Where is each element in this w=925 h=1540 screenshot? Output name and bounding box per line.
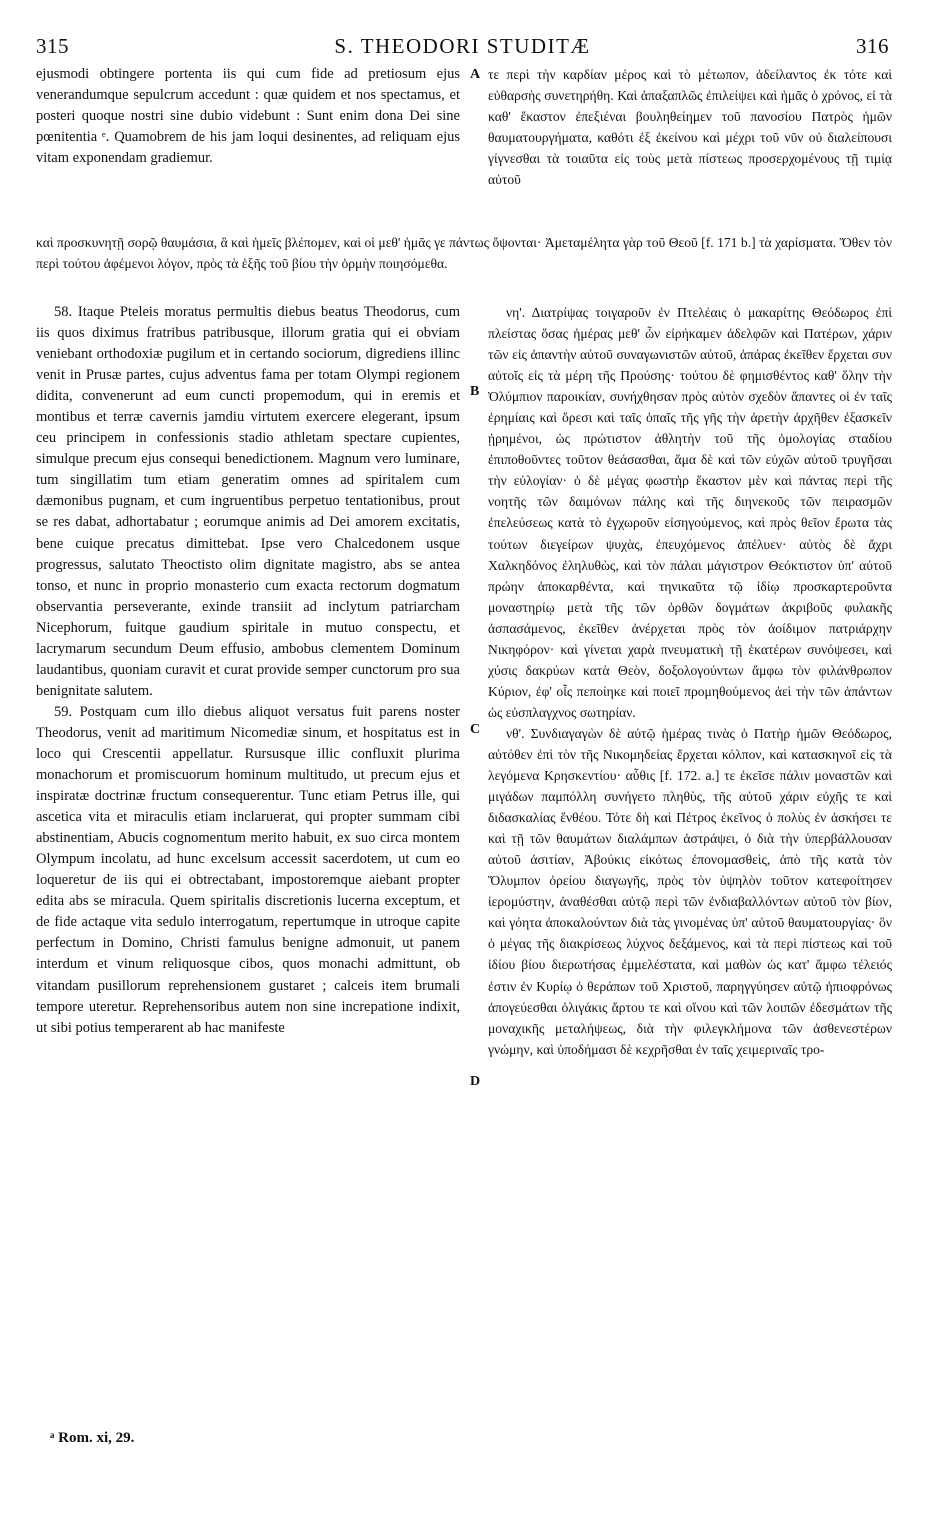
top-latin-text: ejusmodi obtingere portenta iis qui cum fide ad pretiosum ejus venerandumque sepulcrum accedunt : quæ quidem et nos spectamus, et posteri quoque nostri sine dubio videbunt : Sunt enim dona Dei sine pœnitentia ᵉ. Quamobrem de his jam loqui desinentes, ad reliquam ejus vitam exponendam gradiemur. bbox=[36, 66, 460, 167]
full-width-greek-text: καὶ προσκυνητῇ σορῷ θαυμάσια, ἃ καὶ ἡμεῖς βλέπομεν, καὶ οἱ μεθ' ἡμᾶς γε πάντως ὄψονται· Ἀμεταμέλητα γὰρ τοῦ Θεοῦ [f. 171 b.] τὰ χαρίσματα. Ὅθεν τὸν περὶ τούτου ἀφέμενοι λόγον, πρὸς τὰ ἑξῆς τοῦ βίου τὴν ὁρμὴν ποιησόμεθα. bbox=[36, 235, 892, 272]
footnote: ᵃ Rom. xi, 29. bbox=[50, 1430, 135, 1446]
greek-paragraph-58: νη'. Διατρίψας τοιγαροῦν ἐν Πτελέαις ὁ μακαρίτης Θεόδωρος ἐπὶ πλείστας ὅσας ἡμέρας μεθ' ὧν εἰρήκαμεν ἀδελφῶν καὶ Πατέρων, χάριν τῶν εἰς ἀπαντὴν αὐτοῦ συναγωνιστῶν αὐτοῦ, ἀπάρας ἐκεῖθεν ἔρχεται συν αὐτοῖς εἰς τὰ μέρη τῆς Προύσης· τούτου δὲ φημισθέντος καθ' ὅλην τὴν Ὀλύμπιον παροικίαν, συνήχθησαν πρὸς αὐτὸν σχεδὸν ἅπαντες οἱ ἐν ταῖς ἐρημίαις καὶ ὄρεσι καὶ ταῖς ὀπαῖς τῆς γῆς τὴν ἀρετὴν ἀρχῆθεν ἐξασκεῖν ᾑρημένοι, ὡς πρώτιστον ἀθλητὴν τοῦ τῆς ὁμολογίας σταδίου ἐπιποθοῦντες τοῦτον θεάσασθαι, ἅμα δὲ καὶ τῶν εὐχῶν αὐτοῦ τρυγῆσαι τὴν εὐλογίαν· ὁ δὲ μέγας φωστὴρ ἕκαστον μὲν καὶ πάντας περὶ τῆς νοητῆς τῶν δαιμόνων πάλης καὶ τῆς διηνεκοῦς τῶν πειρασμῶν ἐπελεύσεως κατὰ τὸ ἐγχωροῦν εἰσηγούμενος, καὶ πρὸς θεῖον ἔρωτα τὰς τούτων διεγείρων ψυχὰς, ἐπευχόμενος ἀπέλυεν· αὐτὸς δὲ ἄχρι Χαλκηδόνος ἐληλυθὼς, καὶ τὸν πάλαι μάγιστρον Θεόκτιστον ὑπ' αὐτοῦ πρώην ἀποκαρθέντα, καὶ τηνικαῦτα τῷ ἰδίῳ προσκαρτεροῦντα μοναστηρίῳ μετὰ τῆς τῶν ὀρθῶν δογμάτων ἀκριβοῦς φυλακῆς ἀσπασάμενος, ἐκεῖθεν ἀνέρχεται πρὸς τὸν ἀοίδιμον πατριάρχην Νικηφόρον· καὶ γίνεται χαρὰ πνευματικὴ τῇ ἑκατέρων συνόψεσει, καὶ χύσις δακρύων κατὰ Θεὸν, δοξολογούντων ἄμφω τὸν φιλάνθρωπον Κύριον, ἐφ' οἷς πεποίηκε καὶ ποιεῖ προμηθούμενος ἀεὶ τὴν τῶν ἁπάντων ὡς εὐσπλαγχνος σωτηρίαν. bbox=[488, 305, 892, 720]
latin-paragraph-59: 59. Postquam cum illo diebus aliquot versatus fuit parens noster Theodorus, venit ad maritimum Nicomediæ sinum, et hospitatus est in loco qui Crescentii appellatur. Rursusque illic confluxit plurima monachorum et promiscuorum hominum multitudo, ut precum ejus et inspiratæ doctrinæ fructum consequerentur. Tunc etiam Petrus ille, qui ascetica vita et miraculis etiam inclaruerat, qui propter summam cibi abstinentiam, Abucis cognomentum merito habuit, ex suo circa montem Olympum incolatu, ad hunc excelsum accessit sacerdotem, ut cum eo loqueretur de iis qui ei obtrectabant, impostoremque aiebant propter edita abs se miracula. Quem spiritalis discretionis lucerna exceptum, et de fide actaque vita sedulo interrogatum, repertumque in utroque capite perfectum in Domino, Christi famulus benigne admonuit, ut panem interdum et vinum reliquosque cibos, quos monachi admittunt, ob vitandam pusillorum reprehensionem gustaret ; calceis item brumali tempore uteretur. Reprehensoribus autem non sine increpatione indixit, ut sibi potius temperarent ab hac manifeste bbox=[36, 703, 460, 1036]
section-marker-b: B bbox=[470, 384, 480, 399]
section-marker-d: D bbox=[470, 1074, 481, 1089]
section-marker-c: C bbox=[470, 722, 481, 737]
greek-paragraph-59: νθ'. Συνδιαγαγὼν δὲ αὐτῷ ἡμέρας τινὰς ὁ Πατὴρ ἡμῶν Θεόδωρος, αὐτόθεν ἐπὶ τὸν τῆς Νικομηδείας ἔρχεται κόλπον, καὶ κατασκηνοῖ εἰς τὰ λεγόμενα Κρησκεντίου· αὖθις [f. 172. a.] τε ἐκεῖσε πάλιν μοναστῶν καὶ μιγάδων παμπόλλη συνήγετο πληθὺς, τῆς αὐτοῦ χάριν εὐχῆς τε καὶ διδασκαλίας ἔνθέου. Τότε δὴ καὶ Πέτρος ἐκεῖνος ὁ πολὺς ἐν ἀσκήσει τε καὶ τῇ τῶν θαυμάτων διαλάμπων ἀστράψει, ὁ διὰ τὴν ὑπερβάλλουσαν αὐτοῦ ἀσιτίαν, Ἀβούκις εἰκότως ἐπονομασθεὶς, ἀπὸ τῆς κατὰ τὸν Ὄλυμπον ὀρείου διαγωγῆς, πρὸς τὸν ὑψηλὸν τοῦτον κατεφοίτησεν ἱερομύστην, ἀναθέσθαι αὐτῷ περὶ τῶν ἐνδιαβαλλόντων αὐτοῦ τὸν βίον, καὶ γόητα ἀποκαλούντων διὰ τὰς γινομένας ὑπ' αὐτοῦ θαυματουργίας· ὃν ὁ μέγας τῆς διακρίσεως λύχνος δεξάμενος, καὶ τὰ περὶ πίστεως καὶ τοῦ ἰδίου βίου διερωτήσας ἐμμελέστατα, καὶ μαθὼν ὡς κατ' ἄμφω τέλειός ἐστιν ἐν Κυρίῳ ὁ θεράπων τοῦ Χριστοῦ, παρηγγύησεν αὐτῷ ἠπιοφρόνως ἀπογεύεσθαι ὀλιγάκις ἄρτου τε καὶ οἴνου καὶ τῶν λοιπῶν ἐδεσμάτων τῆς μοναχικῆς μεταλήψεως, διὰ τὴν φιλεγκλήμονα τῶν ἀσθενεστέρων γνώμην, καὶ ὑποδήμασι δὲ κεχρῆσθαι ἐν ταῖς χειμεριναῖς τρο- bbox=[488, 725, 892, 1057]
latin-column bbox=[36, 302, 460, 1424]
full-width-greek-continuation bbox=[36, 232, 892, 298]
greek-column bbox=[488, 302, 892, 1424]
top-latin-column bbox=[36, 64, 460, 212]
top-greek-column bbox=[488, 64, 892, 212]
section-marker-a: A bbox=[470, 67, 481, 82]
right-page-number: 316 bbox=[855, 34, 889, 58]
left-page-number: 315 bbox=[36, 34, 69, 58]
running-title: S. THEODORI STUDITÆ bbox=[334, 34, 591, 58]
page-header bbox=[36, 34, 889, 62]
latin-paragraph-58: 58. Itaque Pteleis moratus permultis diebus beatus Theodorus, cum iis quos diximus fratribus patribusque, illorum gratia qui ei obviam veniebant orthodoxiæ pugilum et in certando sociorum, digrediens illinc venit in Prusæ partes, cujus adventus fama per totam Olympi regionem didita, convenerunt ad eum cuncti propemodum, qui in eremis et montibus et terræ cavernis jamdiu virtutem exercere elegerant, ipsum ceu principem in confessionis stadio athletam spectare cupientes, simulque precum ejus consequi benedictionem. Magnum vero luminare, tum singillatim tum etiam generatim omnes ad spiritalem cum dæmonibus pugnam, et cum ingruentibus perpetuo tentationibus, prout se res dabat, adhortabatur ; eorumque animis ad Dei amorem excitatis, bene cuique precatus dimittebat. Ipse vero Chalcedonem usque progressus, salutato Theoctisto olim dignitate magistro, abs se antea tonso, et nunc in proprio monasterio cum exacta rectorum dogmatum observantia perseverante, exinde transiit ad inclytum patriarcham Nicephorum, fuitque gaudium spiritale in mutuo conspectu, et lacrymarum secundum Deum effusio, ambobus clementem Dominum laudantibus, quoniam curavit et curat provide semper cunctorum pro sua benignitate salutem. bbox=[36, 304, 460, 699]
top-greek-text: τε περὶ τὴν καρδίαν μέρος καὶ τὸ μέτωπον, ἀδείλαντος ἐκ τότε καὶ εὐθαρσὴς συνετηρήθη. Καὶ ἁπαξαπλῶς ἐπιλείψει καὶ ἡμᾶς ὁ χρόνος, εἰ τὰ καθ' ἕκαστον ἐπεξιέναι βουληθείημεν τοῦ πανοσίου Πατρὸς ἡμῶν θαυματουργήματα, καθότι ἐξ ἐκείνου καὶ μέχρι τοῦ νῦν οὐ διαλείπουσι γίγνεσθαι τὰ τοιαῦτα εἰς τοὺς μετὰ πίστεως προσερχομένους τῇ τιμίᾳ αὐτοῦ bbox=[488, 67, 892, 188]
